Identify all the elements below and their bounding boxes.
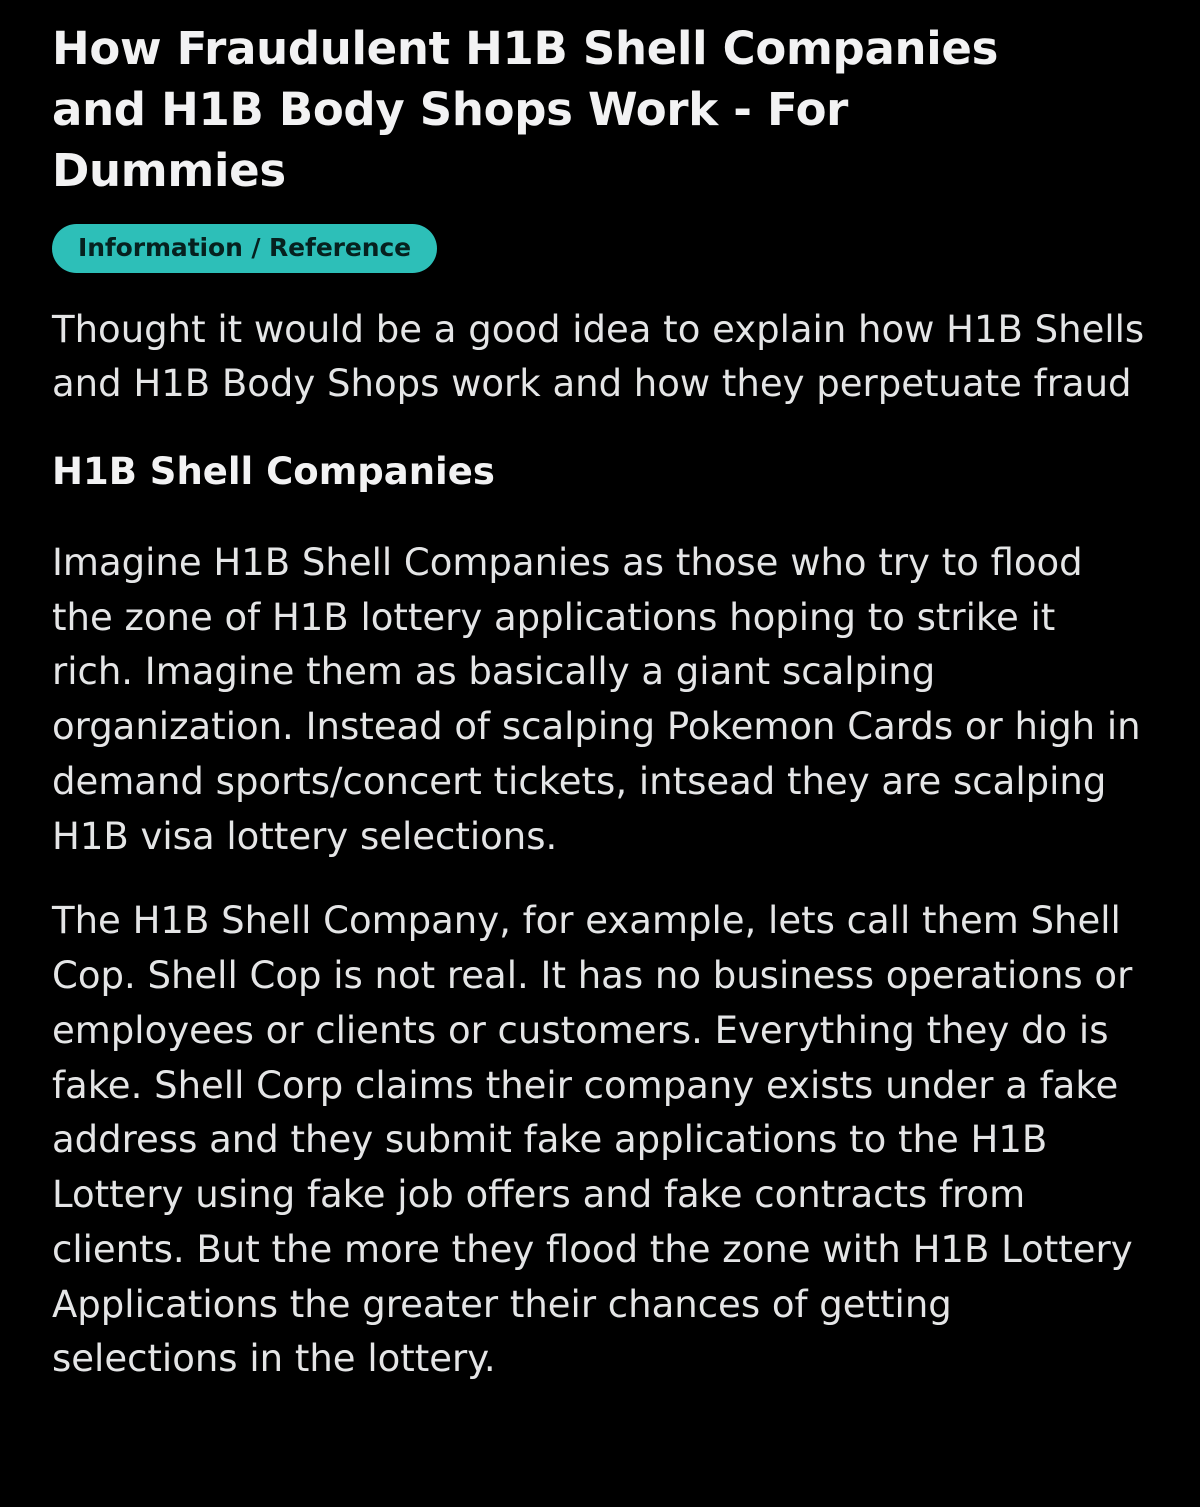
post-intro-paragraph: Thought it would be a good idea to explain how H1B Shells and H1B Body Shops work and how they perpetuate fraud [52, 307, 1145, 406]
flair-row [52, 224, 1148, 273]
post-paragraph-1: Imagine H1B Shell Companies as those who try to flood the zone of H1B lottery applications hoping to strike it rich. Imagine them as basically a giant scalping organization. Instead of scalping Pokemon Cards or high in demand sports/concert tickets, intsead they are scalping H1B visa lottery selections. [52, 540, 1141, 858]
section-heading-shell-companies: H1B Shell Companies [52, 450, 495, 494]
page-title: How Fraudulent H1B Shell Companies and H1B Body Shops Work - For Dummies [52, 22, 999, 198]
post-paragraph-2: The H1B Shell Company, for example, lets call them Shell Cop. Shell Cop is not real. It has no business operations or employees or clients or customers. Everything they do is fake. Shell Corp claims their company exists under a fake address and they submit fake applications to the H1B Lottery using fake job offers and fake contracts from clients. But the more they flood the zone with H1B Lottery Applications the greater their chances of getting selections in the lottery. [52, 899, 1133, 1381]
status-badge[interactable]: Information / Reference [52, 224, 437, 273]
